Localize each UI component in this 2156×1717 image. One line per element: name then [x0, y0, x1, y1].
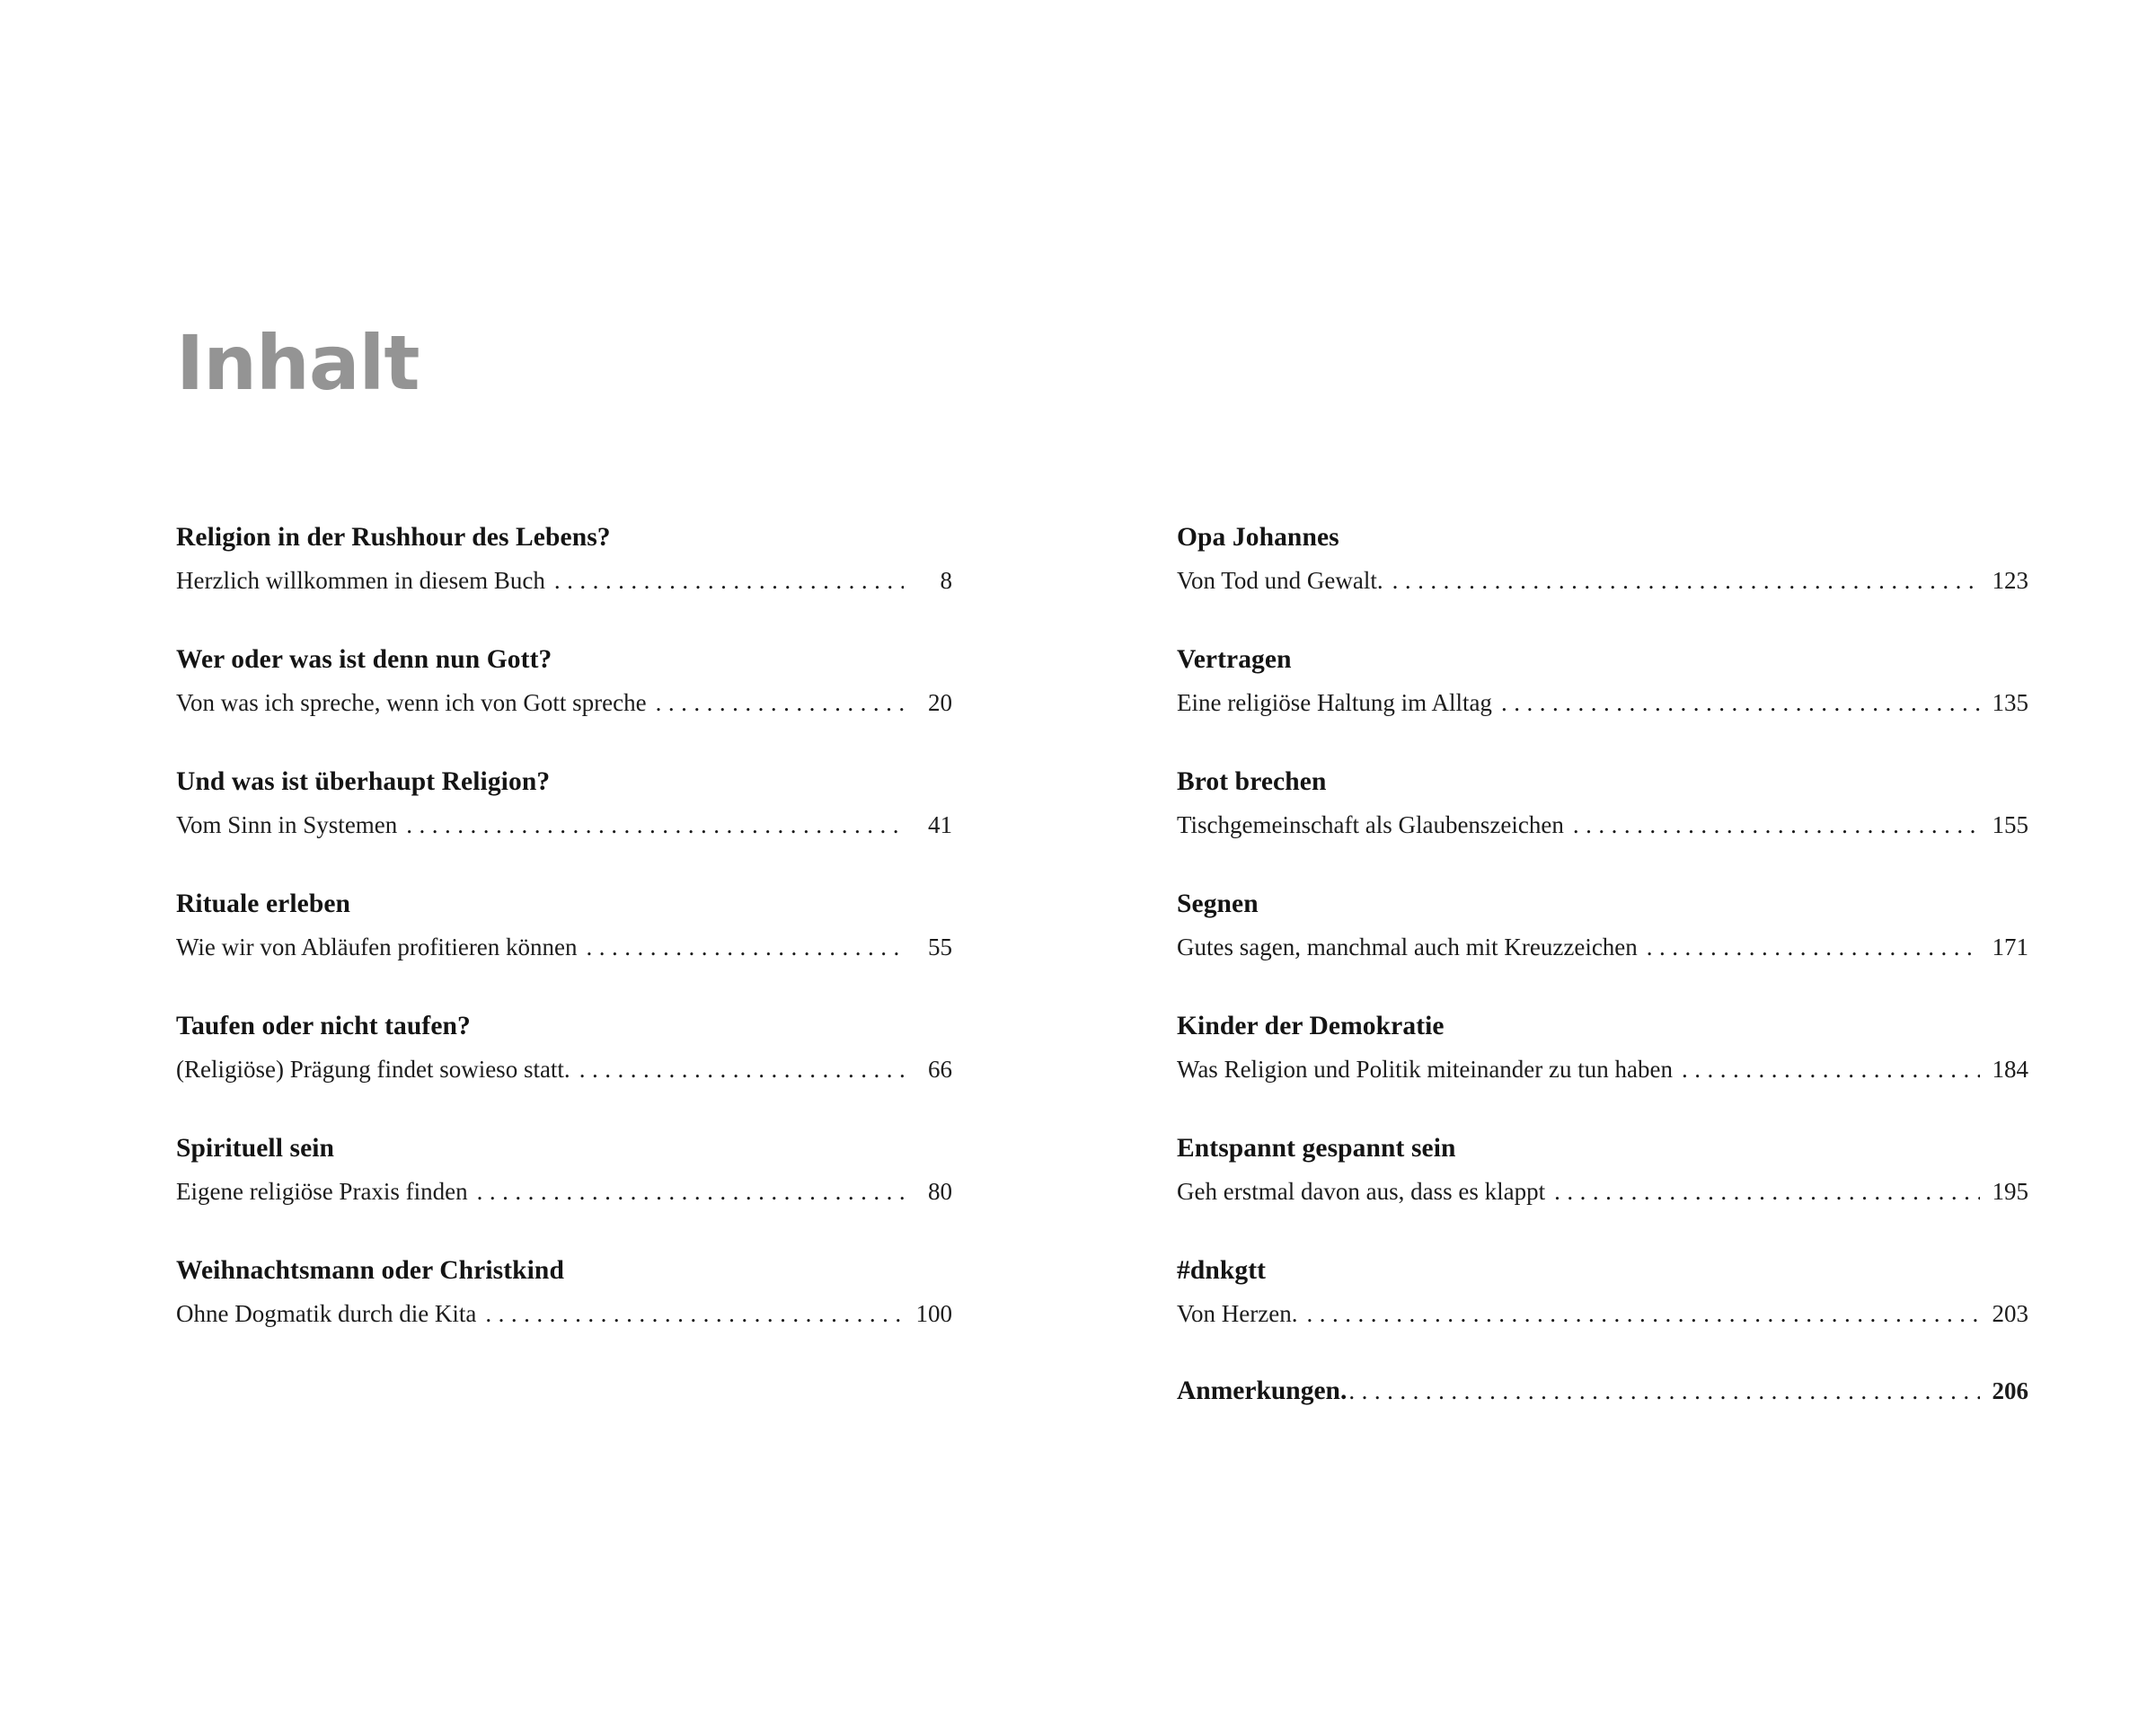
page-title: Inhalt: [176, 319, 420, 407]
toc-entry[interactable]: [1177, 1254, 2028, 1330]
toc-entry-subtitle: Von Tod und Gewalt.: [1177, 566, 1383, 594]
toc-entry-subtitle: Herzlich willkommen in diesem Buch: [176, 566, 545, 594]
toc-entry-page: 55: [928, 933, 952, 960]
dot-leader: [554, 569, 904, 593]
toc-entry-subtitle-row: [1177, 1298, 2028, 1330]
toc-entry[interactable]: [176, 1132, 952, 1208]
toc-entry-page: 100: [915, 1299, 952, 1327]
toc-entry[interactable]: [1177, 521, 2028, 597]
toc-entry-title: Entspannt gespannt sein: [1177, 1133, 1456, 1163]
dot-leader: [1392, 569, 1980, 593]
toc-left-column: [0, 521, 1042, 1406]
toc-entry-page: 20: [928, 688, 952, 716]
toc-entry-title: Brot brechen: [1177, 766, 1327, 796]
dot-leader: [1501, 691, 1980, 715]
toc-entry-page: 206: [1992, 1376, 2028, 1404]
toc-entry-subtitle: Eigene religiöse Praxis finden: [176, 1177, 468, 1205]
dot-leader: [1647, 935, 1980, 960]
toc-entry-subtitle-row: [1177, 932, 2028, 963]
toc-right-column: [1042, 521, 2156, 1406]
toc-entry-subtitle: Von was ich spreche, wenn ich von Gott spreche: [176, 688, 647, 716]
dot-leader: [1573, 813, 1980, 837]
toc-entry[interactable]: [176, 888, 952, 963]
toc-entry-title: Spirituell sein: [176, 1133, 335, 1163]
toc-entry[interactable]: [176, 766, 952, 841]
toc-entry-subtitle-row: [1177, 1176, 2028, 1208]
toc-entry-subtitle-row: [1177, 810, 2028, 841]
toc-entry-page: 195: [1992, 1177, 2028, 1205]
toc-entry-subtitle: Geh erstmal davon aus, dass es klappt: [1177, 1177, 1546, 1205]
toc-entry-page: 123: [1992, 566, 2028, 594]
toc-entry-title: Opa Johannes: [1177, 523, 1339, 552]
toc-entry-title: Rituale erleben: [176, 889, 351, 918]
toc-entry-subtitle: (Religiöse) Prägung findet sowieso statt.: [176, 1055, 570, 1083]
toc-entry-page: 80: [928, 1177, 952, 1205]
toc-entry-title: #dnkgtt: [1177, 1255, 1267, 1285]
toc-columns: [0, 521, 2156, 1406]
toc-entry[interactable]: [1177, 888, 2028, 963]
toc-entry-subtitle: Gutes sagen, manchmal auch mit Kreuzzeichen: [1177, 933, 1638, 960]
toc-entry-anmerkungen[interactable]: [1177, 1376, 2028, 1406]
toc-entry-title: Vertragen: [1177, 644, 1292, 674]
toc-entry-title: Wer oder was ist denn nun Gott?: [176, 644, 552, 674]
toc-entry-subtitle: Ohne Dogmatik durch die Kita: [176, 1299, 477, 1327]
toc-entry-subtitle: Wie wir von Abläufen profitieren können: [176, 933, 578, 960]
toc-entry[interactable]: [1177, 1010, 2028, 1085]
toc-entry-subtitle-row: [176, 810, 952, 841]
toc-entry-subtitle: Von Herzen.: [1177, 1299, 1298, 1327]
toc-entry-subtitle: Eine religiöse Haltung im Alltag: [1177, 688, 1492, 716]
toc-entry-subtitle-row: [1177, 687, 2028, 719]
toc-entry-title: Segnen: [1177, 889, 1259, 918]
toc-entry-subtitle-row: [176, 1054, 952, 1085]
toc-entry-subtitle-row: [176, 932, 952, 963]
toc-entry-page: 203: [1992, 1299, 2028, 1327]
toc-entry-subtitle-row: [176, 1298, 952, 1330]
toc-entry[interactable]: [1177, 643, 2028, 719]
toc-entry-subtitle-row: [176, 1176, 952, 1208]
toc-entry-subtitle-row: [1177, 565, 2028, 597]
toc-entry[interactable]: [176, 521, 952, 597]
dot-leader: [1682, 1058, 1980, 1082]
toc-entry-title: Taufen oder nicht taufen?: [176, 1011, 471, 1040]
toc-entry-subtitle-row: [176, 565, 952, 597]
toc-entry-title: Anmerkungen.: [1177, 1376, 1348, 1405]
toc-entry-subtitle-row: [176, 687, 952, 719]
toc-entry[interactable]: [176, 1010, 952, 1085]
toc-entry[interactable]: [1177, 1132, 2028, 1208]
toc-entry-page: 171: [1992, 933, 2028, 960]
dot-leader: [485, 1302, 904, 1326]
dot-leader: [406, 813, 904, 837]
dot-leader: [477, 1180, 904, 1204]
toc-entry-subtitle: Was Religion und Politik miteinander zu tun haben: [1177, 1055, 1673, 1083]
dot-leader: [1554, 1180, 1980, 1204]
toc-entry-page: 155: [1992, 810, 2028, 838]
toc-entry[interactable]: [176, 1254, 952, 1330]
dot-leader: [1306, 1302, 1980, 1326]
toc-entry-subtitle: Vom Sinn in Systemen: [176, 810, 398, 838]
toc-entry-title: Und was ist überhaupt Religion?: [176, 766, 551, 796]
dot-leader: [656, 691, 904, 715]
toc-entry-title: Weihnachtsmann oder Christkind: [176, 1255, 564, 1285]
toc-entry-title: Religion in der Rushhour des Lebens?: [176, 523, 611, 552]
dot-leader: [1348, 1379, 1980, 1403]
toc-entry-page: 135: [1992, 688, 2028, 716]
dot-leader: [579, 1058, 904, 1082]
toc-entry-page: 66: [928, 1055, 952, 1083]
toc-entry[interactable]: [1177, 766, 2028, 841]
dot-leader: [587, 935, 904, 960]
toc-entry-page: 41: [928, 810, 952, 838]
toc-entry-page: 8: [940, 566, 952, 594]
toc-entry-subtitle-row: [1177, 1054, 2028, 1085]
toc-entry[interactable]: [176, 643, 952, 719]
toc-entry-subtitle: Tischgemeinschaft als Glaubenszeichen: [1177, 810, 1564, 838]
toc-entry-title: Kinder der Demokratie: [1177, 1011, 1445, 1040]
toc-entry-page: 184: [1992, 1055, 2028, 1083]
